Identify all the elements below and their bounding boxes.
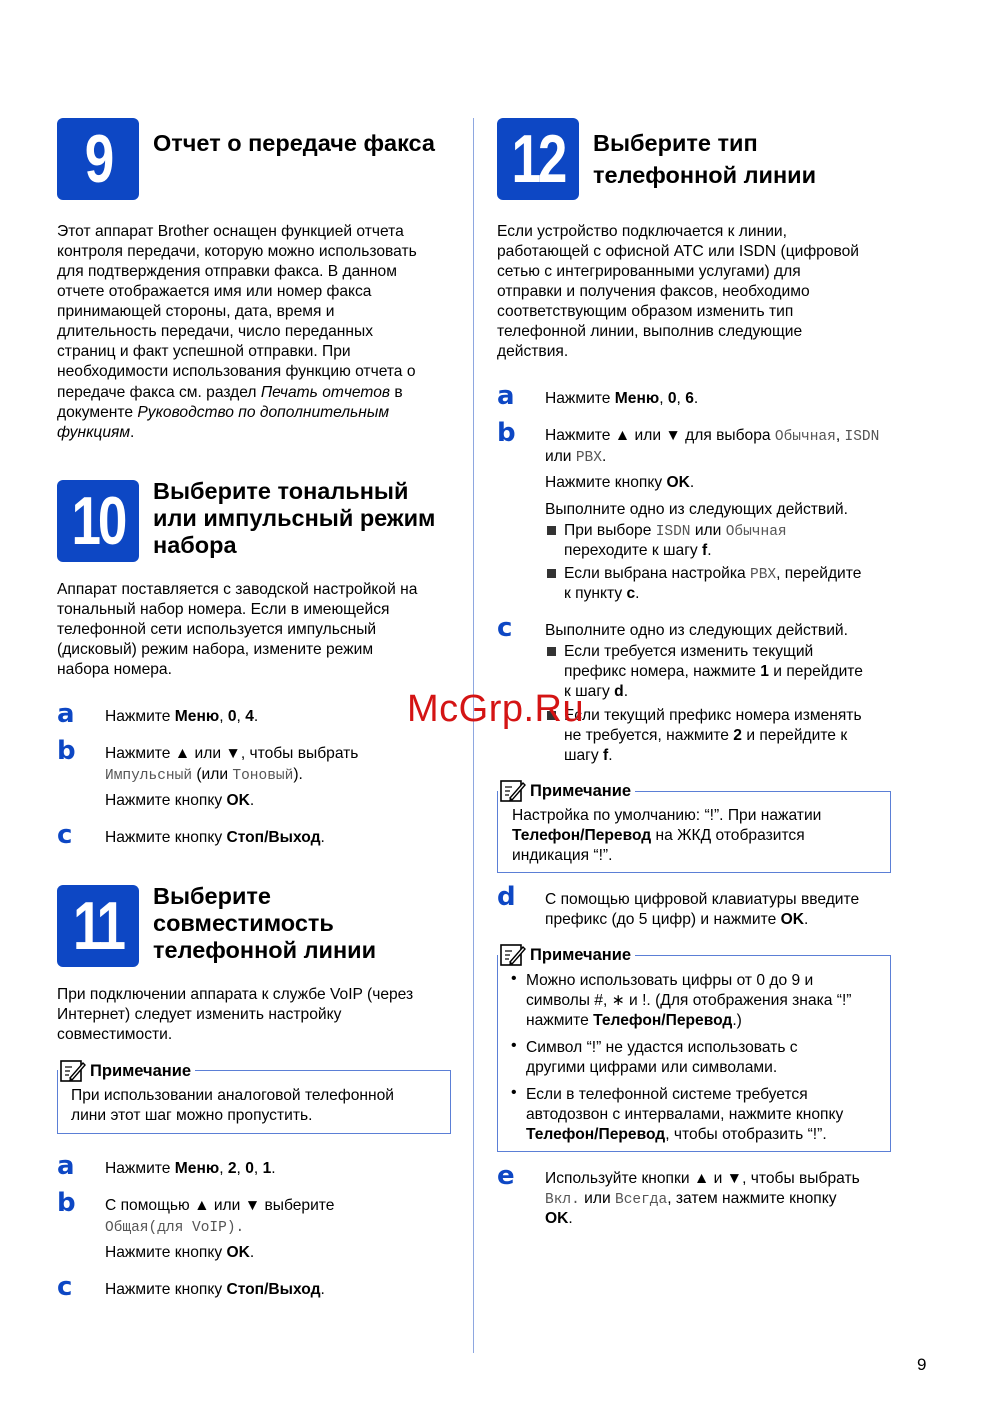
note-text: автодозвон с интервалами, нажмите кнопку [526,1106,844,1123]
note-text: Можно использовать цифры от 0 до 9 и [526,972,814,989]
substep-text: переходите к шагу f. [564,542,712,559]
text-line: длительность передачи, число переданных [57,323,374,340]
substep-text: При выборе ISDN или Обычная [564,522,787,540]
note-text: Символ “!” не удастся использовать с [526,1039,798,1056]
page-number: 9 [917,1355,927,1374]
substep-text: префикс номера, нажмите 1 и перейдите [564,663,863,680]
text-line: Интернет) следует изменить настройку [57,1006,342,1023]
text-line: телефонной линии, выполнив следующие [497,323,803,340]
substep-text: Если требуется изменить текущий [564,643,814,660]
substep-letter: a [57,1151,75,1181]
column-divider [473,118,474,1353]
step-number-badge: 12 [497,118,579,200]
text-line: для подтверждения отправки факса. В данном [57,263,397,280]
substep-text: Нажмите кнопку Стоп/Выход. [105,1281,325,1298]
note-text: лини этот шаг можно пропустить. [71,1107,313,1124]
text-line: Если устройство подключается к линии, [497,223,787,240]
note-text: Телефон/Перевод, чтобы отобразить “!”. [526,1126,827,1143]
substep-letter: b [497,418,516,448]
substep-text: Нажмите ▲ или ▼ для выбора Обычная, ISDN [545,427,880,445]
substep-text: префикс (до 5 цифр) и нажмите OK. [545,911,809,928]
substep-text: шагу f. [564,747,613,764]
note-text: Настройка по умолчанию: “!”. При нажатии [512,807,822,824]
list-dot: • [511,970,517,987]
substep-text: к пункту c. [564,585,640,602]
watermark: McGrp.Ru [407,688,585,730]
note-header: Примечание [58,1059,195,1083]
note-text: Если в телефонной системе требуется [526,1086,808,1103]
substep-text: Нажмите кнопку OK. [105,1244,255,1261]
note-header: Примечание [498,943,635,967]
text-line: необходимости использования функцию отчета о [57,363,416,380]
substep-letter: c [497,613,513,643]
text-line: страниц и факт успешной отправки. При [57,343,351,360]
substep-text: С помощью цифровой клавиатуры введите [545,891,860,908]
substep-text: Нажмите Меню, 0, 6. [545,390,699,407]
text-line: отправки и получения факсов, необходимо [497,283,810,300]
text-line: работающей с офисной АТС или ISDN (цифровой [497,243,860,260]
list-dot: • [511,1037,517,1054]
text-line: набора номера. [57,661,172,678]
text-line: передаче факса см. раздел Печать отчетов в [57,384,403,401]
pencil-note-icon [500,943,526,967]
note-text: другими цифрами или символами. [526,1059,778,1076]
step-number-badge: 11 [57,885,139,967]
substep-text: Вкл. или Всегда, затем нажмите кнопку [545,1190,837,1208]
substep-text: Нажмите ▲ или ▼, чтобы выбрать [105,745,359,762]
text-line: соответствующим образом изменить тип [497,303,794,320]
note-text: нажмите Телефон/Перевод.) [526,1012,742,1029]
bullet-square [547,569,556,578]
text-line: совместимости. [57,1026,173,1043]
substep-letter: a [497,381,515,411]
substep-text: Нажмите кнопку OK. [105,792,255,809]
substep-text: Нажмите кнопку OK. [545,474,695,491]
substep-text: или PBX. [545,448,607,466]
substep-text: Выполните одно из следующих действий. [545,501,848,518]
pencil-note-icon [60,1059,86,1083]
text-line: сетью с интегрированными услугами) для [497,263,801,280]
substep-text: Импульсный (или Тоновый). [105,766,303,784]
substep-letter: b [57,736,76,766]
text-line: Этот аппарат Brother оснащен функцией отчета [57,223,404,240]
substep-letter: a [57,699,75,729]
note-text: индикация “!”. [512,847,613,864]
bullet-square [547,526,556,535]
text-line: (дисковый) режим набора, измените режим [57,641,374,658]
substep-text: С помощью ▲ или ▼ выберите [105,1197,335,1214]
substep-text: Если выбрана настройка PBX, перейдите [564,565,862,583]
substep-text: Общая(для VoIP). [105,1220,245,1236]
text-line: Аппарат поставляется с заводской настройкой на [57,581,418,598]
text-line: тональный набор номера. Если в имеющейся [57,601,390,618]
step-number-badge: 10 [57,480,139,562]
substep-text: Нажмите Меню, 0, 4. [105,708,259,725]
note-text: символы #, ∗ и !. (Для отображения знака “!” [526,992,852,1009]
substep-letter: b [57,1188,76,1218]
list-dot: • [511,1084,517,1101]
note-text: При использовании аналоговой телефонной [71,1087,394,1104]
text-line: отчете отображается имя или номер факса [57,283,372,300]
step-title: Отчет о передаче факса [153,130,435,156]
text-line: действия. [497,343,569,360]
substep-text: Используйте кнопки ▲ и ▼, чтобы выбрать [545,1170,860,1187]
step-number-badge: 9 [57,118,139,200]
substep-text: Нажмите Меню, 2, 0, 1. [105,1160,276,1177]
substep-text: Если текущий префикс номера изменять [564,707,862,724]
text-line: контроля передачи, которую можно использовать [57,243,417,260]
substep-text: Выполните одно из следующих действий. [545,622,848,639]
substep-text: OK. [545,1210,573,1227]
pencil-note-icon [500,779,526,803]
text-line: документе Руководство по дополнительным [57,404,390,421]
bullet-square [547,647,556,656]
substep-text: Нажмите кнопку Стоп/Выход. [105,829,325,846]
substep-letter: d [497,882,516,912]
text-line: При подключении аппарата к службе VoIP (через [57,986,414,1003]
text-line: функциям. [57,424,135,441]
note-text: Телефон/Перевод на ЖКД отобразится [512,827,805,844]
substep-text: не требуется, нажмите 2 и перейдите к [564,727,848,744]
substep-letter: c [57,820,73,850]
text-line: телефонной сети используется импульсный [57,621,377,638]
note-header: Примечание [498,779,635,803]
substep-text: к шагу d. [564,683,629,700]
text-line: принимающей стороны, дата, время и [57,303,335,320]
substep-letter: c [57,1272,73,1302]
substep-letter: e [497,1161,515,1191]
